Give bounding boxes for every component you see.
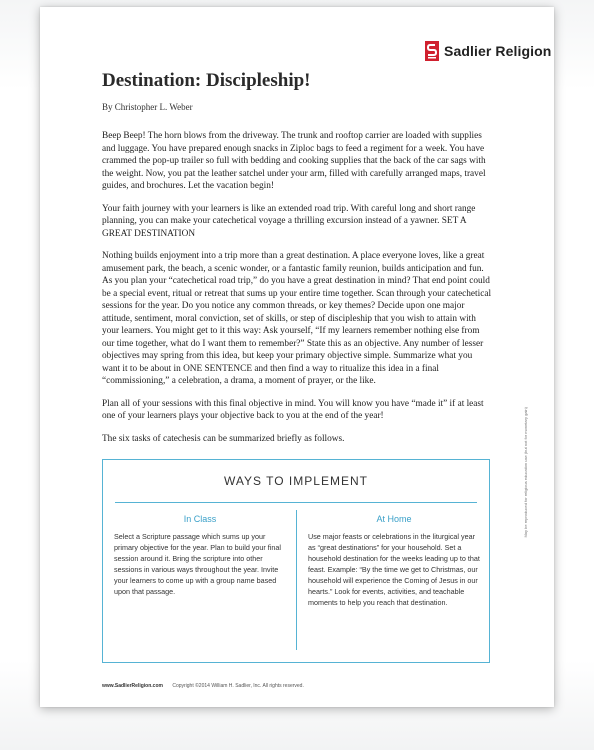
article-title: Destination: Discipleship! — [102, 70, 311, 91]
ways-box-title: WAYS TO IMPLEMENT — [224, 474, 368, 488]
page-footer — [102, 683, 304, 689]
at-home-heading: At Home — [376, 514, 412, 524]
footer-copyright: Copyright ©2014 William H. Sadlier, Inc. All rights reserved. — [172, 683, 304, 689]
paragraph: Plan all of your sessions with this final objective in mind. You will know you have “made it” if at least one of your learners plays your objective back to you at the end of the year! — [102, 398, 484, 421]
paragraph: The six tasks of catechesis can be summarized briefly as follows. — [102, 433, 345, 444]
in-class-heading: In Class — [183, 514, 217, 524]
ways-to-implement-box — [102, 459, 490, 663]
in-class-column — [114, 514, 286, 597]
article-body — [102, 130, 492, 455]
brand-name: Sadlier Religion — [444, 43, 552, 59]
at-home-text: Use major feasts or celebrations in the liturgical year as “great destinations” for your household. Set a household destination for the weeks leading up to that feast. Example: “By the time we get to Christmas, our household will experience the Coming of Jesus in our hearts.” Look for events, activities, and teachable moments to help you reach that destination. — [308, 532, 480, 607]
in-class-text: Select a Scripture passage which sums up your primary objective for the year. Plan to build your final session around it. Bring the scripture into other sessions in various ways throughout the year. Invite your learners to come up with a group name based upon that passage. — [114, 532, 281, 596]
paragraph: Nothing builds enjoyment into a trip more than a great destination. A place everyone loves, like a great amusement park, the beach, a scenic wonder, or a fantastic family reunion, builds anticipation and fun. As you plan your “catechetical road trip,” do you have a great destination in mind? That end point could be a special event, ritual or retreat that sums up your entire time together. Scan through your catechetical sessions for the year. Do you notice any common threads, or key themes? Decide upon one major attitude, sentiment, moral conviction, set of skills, or step of discipleship that you wish to attain with your learners. You might get to it this way: Ask yourself, “If my learners remember nothing else from our time together, what do I want them to remember?” State this as an objective. Any number of lesser objectives may spring from this idea, but keep your primary objective simple. Summarize what you want it to be about in ONE SENTENCE and then find a way to ritualize this idea in a final “commissioning,” a celebration, a drama, a moment of prayer, or the like. — [102, 251, 492, 386]
brand-logo — [425, 41, 551, 61]
sadlier-logo-icon — [425, 41, 439, 61]
reproduction-note: May be reproduced for religious education use (but not for monetary gain) — [523, 407, 528, 538]
box-divider-horizontal — [115, 502, 477, 503]
footer-url[interactable]: www.SadlierReligion.com — [102, 683, 163, 689]
document-page — [40, 7, 554, 707]
box-divider-vertical — [296, 510, 297, 650]
paragraph: Your faith journey with your learners is like an extended road trip. With careful long and short range planning, you can make your catechetical voyage a thrilling excursion instead of a yawner. SET A GREAT DESTINATION — [102, 203, 476, 239]
article-byline: By Christopher L. Weber — [102, 102, 193, 112]
paragraph: Beep Beep! The horn blows from the driveway. The trunk and rooftop carrier are loaded with supplies and luggage. You have prepared enough snacks in Ziploc bags to feed a regiment for a week. You have crammed the pop-up trailer so full with bedding and cooking supplies that the back of the car sags with the weight. Now, you pat the leather satchel under your arm, filled with carefully arranged maps, travel guides, and brochures. Let the vacation begin! — [102, 131, 486, 191]
at-home-column — [308, 514, 480, 608]
